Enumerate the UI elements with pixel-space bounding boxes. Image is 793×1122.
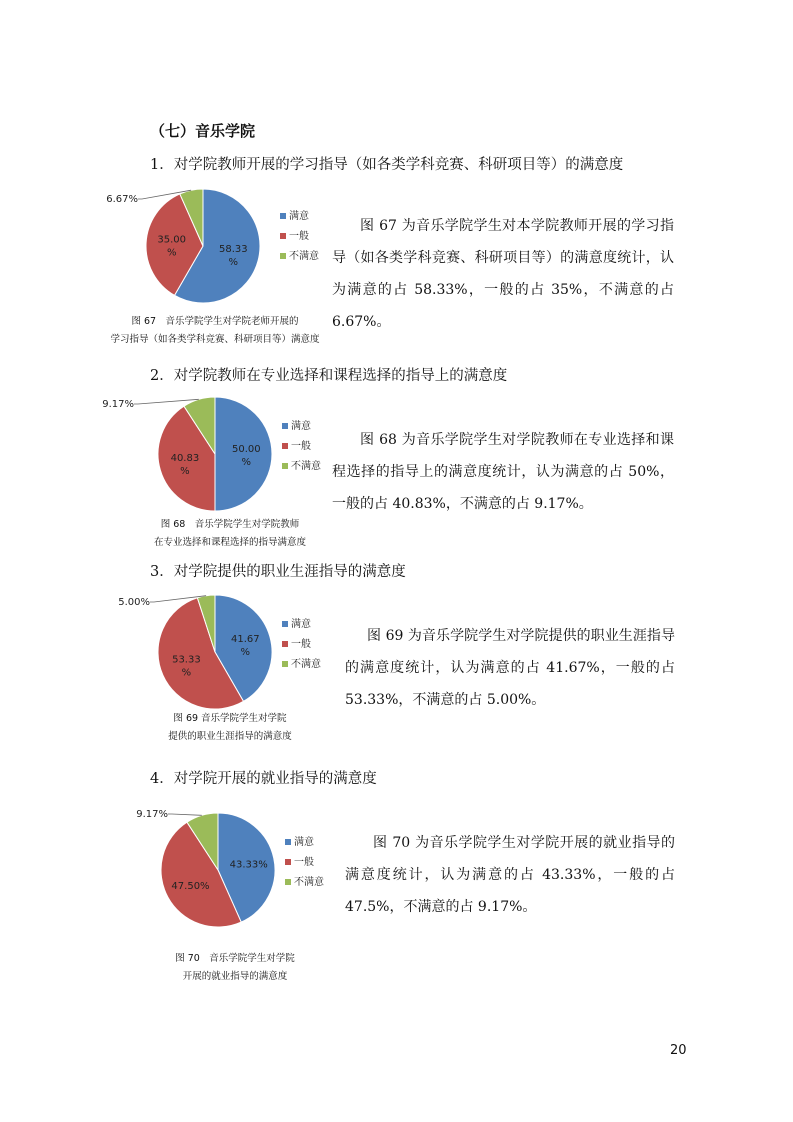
- figure-paragraph: 图 69 为音乐学院学生对学院提供的职业生涯指导的满意度统计，认为满意的占 41.67%，一般的占 53.33%，不满意的占 5.00%。: [345, 628, 675, 708]
- caption-line: 学习指导（如各类学科竞赛、科研项目等）满意度: [110, 334, 320, 345]
- legend-label: 不满意: [291, 659, 321, 670]
- legend-swatch: [282, 621, 288, 627]
- legend-label: 不满意: [294, 877, 324, 888]
- legend-swatch: [282, 661, 288, 667]
- legend-swatch: [285, 859, 291, 865]
- slice-data-label: 50.00 %: [231, 444, 261, 468]
- legend-label: 一般: [289, 231, 309, 242]
- slice-data-label: 5.00%: [118, 597, 150, 608]
- pie-chart: [100, 800, 340, 940]
- legend-swatch: [280, 213, 286, 219]
- legend-label: 不满意: [291, 461, 321, 472]
- slice-data-label: 35.00 %: [157, 234, 187, 259]
- caption-line: 在专业选择和课程选择的指导满意度: [153, 537, 306, 548]
- legend-swatch: [285, 839, 291, 845]
- figure-paragraph: 图 70 为音乐学院学生对学院开展的就业指导的满意度统计，认为满意的占 43.33%，一般的占 47.5%，不满意的占 9.17%。: [345, 835, 675, 915]
- slice-data-label: 9.17%: [136, 809, 168, 820]
- legend-swatch: [280, 233, 286, 239]
- legend-label: 满意: [289, 211, 309, 222]
- figure-caption: [115, 950, 355, 986]
- section-title: （七）音乐学院: [150, 122, 256, 140]
- caption-line: 图 69 音乐学院学生对学院: [173, 713, 287, 724]
- figure-caption: [95, 313, 335, 349]
- legend-swatch: [282, 443, 288, 449]
- legend-label: 一般: [291, 639, 311, 650]
- slice-data-label: 58.33 %: [218, 244, 248, 269]
- legend-swatch: [282, 641, 288, 647]
- legend-swatch: [282, 463, 288, 469]
- leader-line: [168, 814, 202, 815]
- legend-swatch: [285, 879, 291, 885]
- legend-label: 满意: [291, 421, 311, 432]
- caption-line: 图 70 音乐学院学生对学院: [175, 953, 295, 964]
- caption-line: 图 67 音乐学院学生对学院老师开展的: [131, 316, 299, 327]
- question-heading: 4．对学院开展的就业指导的满意度: [150, 771, 377, 787]
- figure-caption: [110, 710, 350, 746]
- figure-paragraph: 图 67 为音乐学院学生对本学院教师开展的学习指导（如各类学科竞赛、科研项目等）的满意度统计，认为满意的占 58.33%，一般的占 35%，不满意的占 6.67%。: [332, 218, 674, 330]
- slice-data-label: 9.17%: [102, 399, 134, 410]
- pie-chart: [100, 392, 340, 517]
- figure-paragraph: 图 68 为音乐学院学生对学院教师在专业选择和课程选择的指导上的满意度统计，认为满意的占 50%，一般的占 40.83%，不满意的占 9.17%。: [332, 432, 674, 512]
- question-heading: 1．对学院教师开展的学习指导（如各类学科竞赛、科研项目等）的满意度: [150, 157, 624, 173]
- slice-data-label: 40.83 %: [170, 452, 200, 477]
- caption-line: 图 68 音乐学院学生对学院教师: [160, 519, 300, 530]
- question-heading: 3．对学院提供的职业生涯指导的满意度: [150, 564, 406, 580]
- slice-data-label: 6.67%: [106, 194, 138, 205]
- figure-caption: [95, 516, 365, 552]
- legend-swatch: [280, 253, 286, 259]
- legend-label: 一般: [291, 441, 311, 452]
- slice-data-label: 41.67 %: [230, 633, 260, 658]
- page-number: 20: [670, 1043, 687, 1058]
- caption-line: 开展的就业指导的满意度: [182, 971, 288, 982]
- legend-label: 满意: [291, 619, 311, 630]
- legend-label: 满意: [294, 837, 314, 848]
- caption-line: 提供的职业生涯指导的满意度: [168, 731, 292, 742]
- slice-data-label: 53.33 %: [172, 654, 201, 679]
- pie-chart: [100, 185, 340, 310]
- legend-swatch: [282, 423, 288, 429]
- question-heading: 2．对学院教师在专业选择和课程选择的指导上的满意度: [150, 368, 508, 384]
- legend-label: 不满意: [289, 251, 319, 262]
- slice-data-label: 47.50%: [171, 881, 210, 892]
- pie-chart: [100, 590, 340, 715]
- legend-label: 一般: [294, 857, 314, 868]
- slice-data-label: 43.33%: [229, 859, 268, 871]
